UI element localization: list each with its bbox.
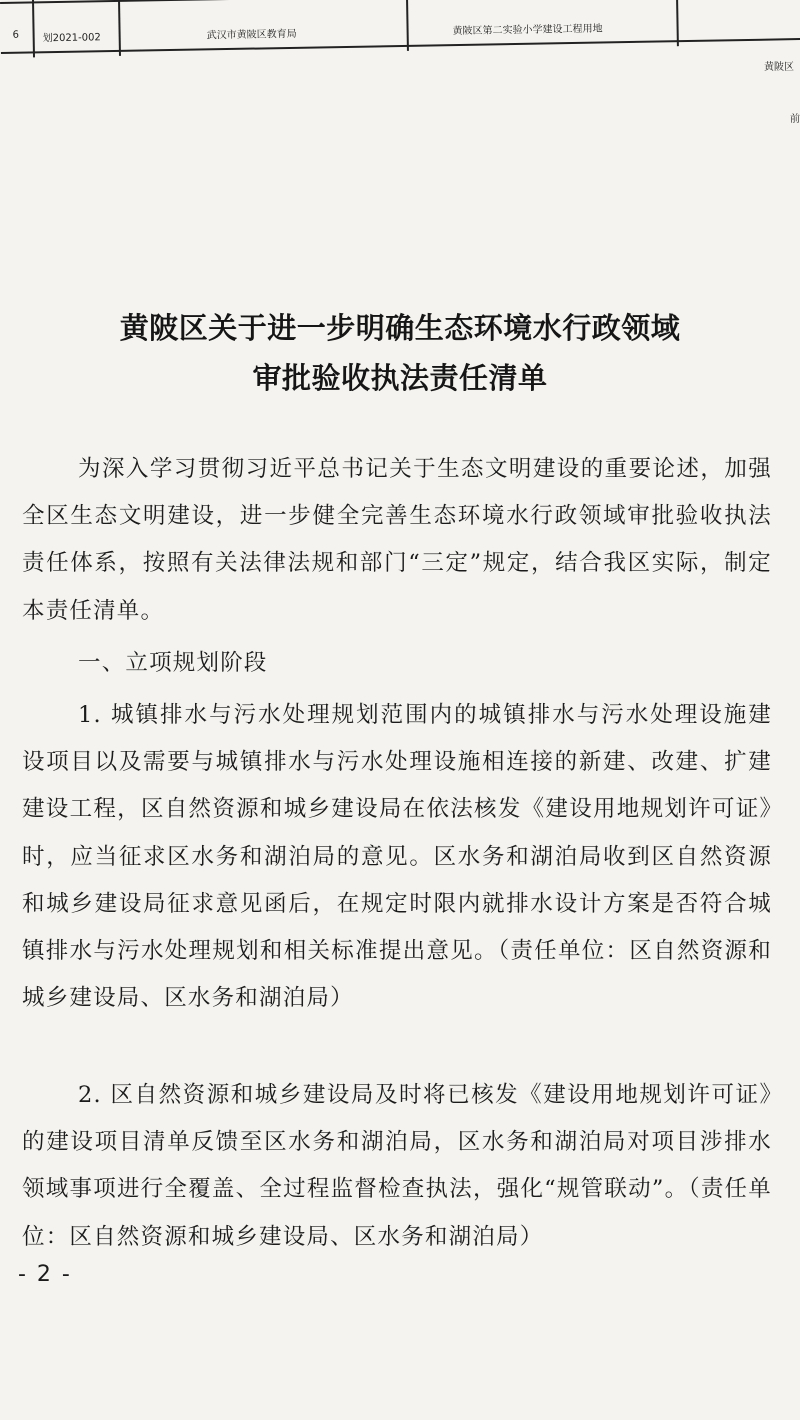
title-line-2: 审批验收执法责任清单 [252,361,548,395]
table-divider [676,0,679,46]
document-title [0,303,800,403]
table-cell-code: 划2021-002 [42,32,101,45]
table-cell-department: 武汉市黄陂区教育局 [206,28,297,42]
header-table-strip [0,0,800,60]
title-line-1: 黄陂区关于进一步明确生态环境水行政领域 [119,311,681,345]
table-divider [118,0,121,56]
list-item-2: 2. 区自然资源和城乡建设局及时将已核发《建设用地规划许可证》的建设项目清单反馈至区水务和湖泊局，区水务和湖泊局对项目涉排水领域事项进行全覆盖、全过程监督检查执法，强化“规管联动”。（责任单位：区自然资源和城乡建设局、区水务和湖泊局） [22,1082,772,1250]
page-number: - 2 - [18,1262,72,1287]
section-heading: 一、立项规划阶段 [78,650,268,676]
intro-paragraph: 为深入学习贯彻习近平总书记关于生态文明建设的重要论述，加强全区生态文明建设，进一步健全完善生态环境水行政领域审批验收执法责任体系，按照有关法律法规和部门“三定”规定，结合我区实际，制定本责任清单。 [22,456,772,624]
right-edge-text: 黄陂区 [764,62,794,73]
right-edge-text: 前 [790,114,800,125]
header-table-row [0,0,800,54]
table-divider [32,0,35,57]
table-divider [406,0,409,51]
table-cell-project: 黄陂区第二实验小学建设工程用地 [452,23,603,38]
list-item-1: 1. 城镇排水与污水处理规划范围内的城镇排水与污水处理设施建设项目以及需要与城镇排水与污水处理设施相连接的新建、改建、扩建建设工程，区自然资源和城乡建设局在依法核发《建设用地规划许可证》时，应当征求区水务和湖泊局的意见。区水务和湖泊局收到区自然资源和城乡建设局征求意见函后，在规定时限内就排水设计方案是否符合城镇排水与污水处理规划和相关标准提出意见。（责任单位：区自然资源和城乡建设局、区水务和湖泊局） [22,702,772,1012]
table-cell-index: 6 [12,29,20,41]
